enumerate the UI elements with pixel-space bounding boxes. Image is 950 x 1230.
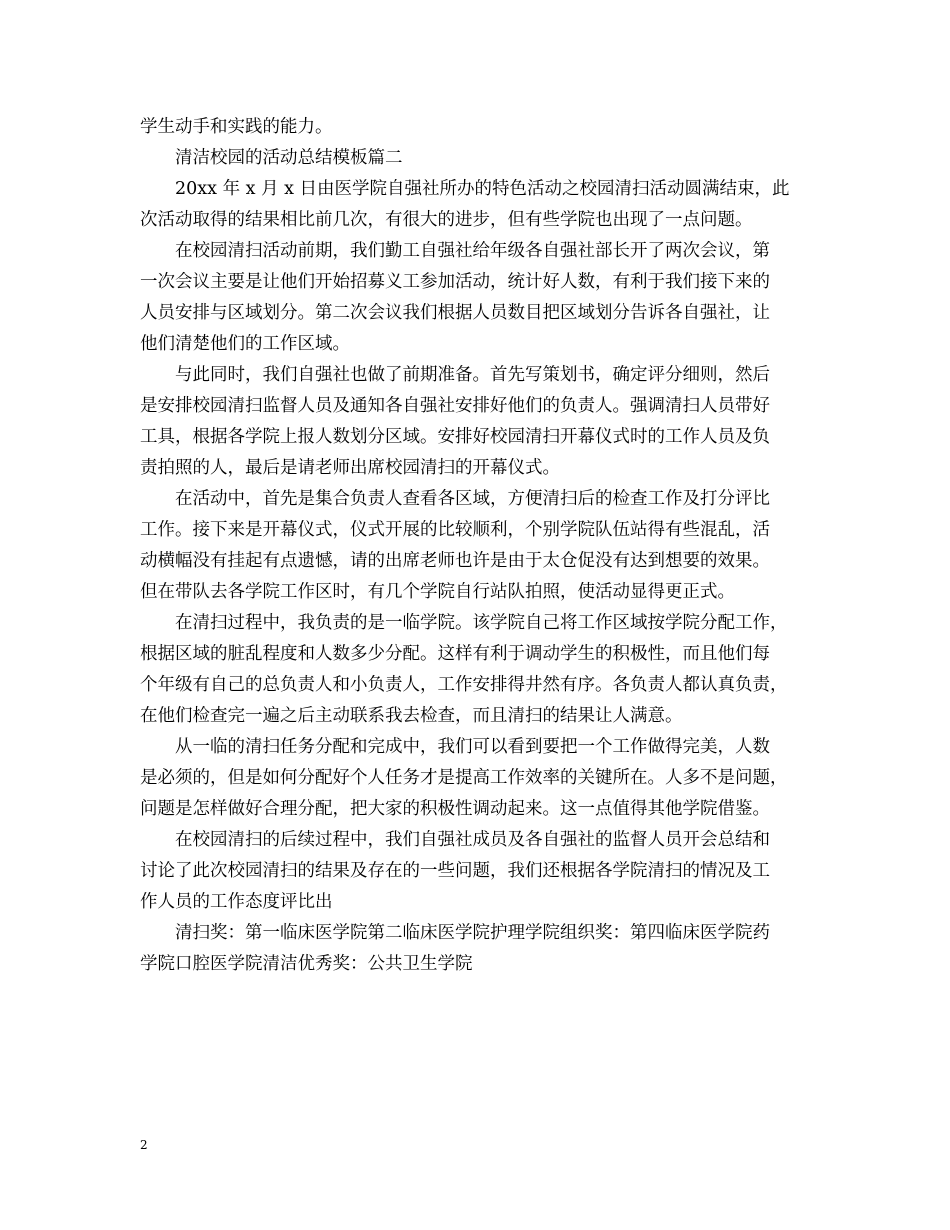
paragraph-line: 作人员的工作态度评比出 <box>140 892 333 912</box>
page-number: 2 <box>140 1138 148 1152</box>
paragraph-line: 一次会议主要是让他们开始招募义工参加活动，统计好人数，有利于我们接下来的 <box>140 272 770 292</box>
paragraph-line: 在活动中，首先是集合负责人查看各区域，方便清扫后的检查工作及打分评比 <box>175 489 770 509</box>
paragraph-line: 是安排校园清扫监督人员及通知各自强社安排好他们的负责人。强调清扫人员带好 <box>140 396 770 416</box>
paragraph-line: 在校园清扫的后续过程中，我们自强社成员及各自强社的监督人员开会总结和 <box>175 830 770 850</box>
paragraph-line: 在他们检查完一遍之后主动联系我去检查，而且清扫的结果让人满意。 <box>140 706 683 726</box>
paragraph-line: 与此同时，我们自强社也做了前期准备。首先写策划书，确定评分细则，然后 <box>175 365 770 385</box>
paragraph-line: 责拍照的人，最后是请老师出席校园清扫的开幕仪式。 <box>140 458 560 478</box>
paragraph-line: 根据区域的脏乱程度和人数多少分配。这样有利于调动学生的积极性，而且他们每 <box>140 644 770 664</box>
paragraph-line: 讨论了此次校园清扫的结果及存在的一些问题，我们还根据各学院清扫的情况及工 <box>140 861 770 881</box>
body-line: 学生动手和实践的能力。 <box>140 117 333 137</box>
paragraph-line: 但在带队去各学院工作区时，有几个学院自行站队拍照，使活动显得更正式。 <box>140 582 735 602</box>
paragraph-line: 在清扫过程中，我负责的是一临学院。该学院自己将工作区域按学院分配工作， <box>175 613 788 633</box>
paragraph-line: 动横幅没有挂起有点遗憾，请的出席老师也许是由于太仓促没有达到想要的效果。 <box>140 551 770 571</box>
paragraph-line: 清扫奖：第一临床医学院第二临床医学院护理学院组织奖：第四临床医学院药 <box>175 923 770 943</box>
paragraph-line: 工具，根据各学院上报人数划分区域。安排好校园清扫开幕仪式时的工作人员及负 <box>140 427 770 447</box>
paragraph-line: 是必须的，但是如何分配好个人任务才是提高工作效率的关键所在。人多不是问题， <box>140 768 788 788</box>
document-body <box>140 112 810 980</box>
paragraph-line: 他们清楚他们的工作区域。 <box>140 334 350 354</box>
paragraph-line: 工作。接下来是开幕仪式，仪式开展的比较顺利，个别学院队伍站得有些混乱，活 <box>140 520 770 540</box>
paragraph-line: 次活动取得的结果相比前几次，有很大的进步，但有些学院也出现了一点问题。 <box>140 210 753 230</box>
paragraph-line: 在校园清扫活动前期，我们勤工自强社给年级各自强社部长开了两次会议，第 <box>175 241 770 261</box>
paragraph-line: 从一临的清扫任务分配和完成中，我们可以看到要把一个工作做得完美，人数 <box>175 737 770 757</box>
section-heading: 清洁校园的活动总结模板篇二 <box>175 148 403 168</box>
paragraph-line: 学院口腔医学院清洁优秀奖：公共卫生学院 <box>140 954 473 974</box>
paragraph-line: 个年级有自己的总负责人和小负责人，工作安排得井然有序。各负责人都认真负责， <box>140 675 788 695</box>
paragraph-line: 人员安排与区域划分。第二次会议我们根据人员数目把区域划分告诉各自强社，让 <box>140 303 770 323</box>
paragraph-line: 20xx 年 x 月 x 日由医学院自强社所办的特色活动之校园清扫活动圆满结束，此 <box>175 179 790 199</box>
paragraph-line: 问题是怎样做好合理分配，把大家的积极性调动起来。这一点值得其他学院借鉴。 <box>140 799 770 819</box>
